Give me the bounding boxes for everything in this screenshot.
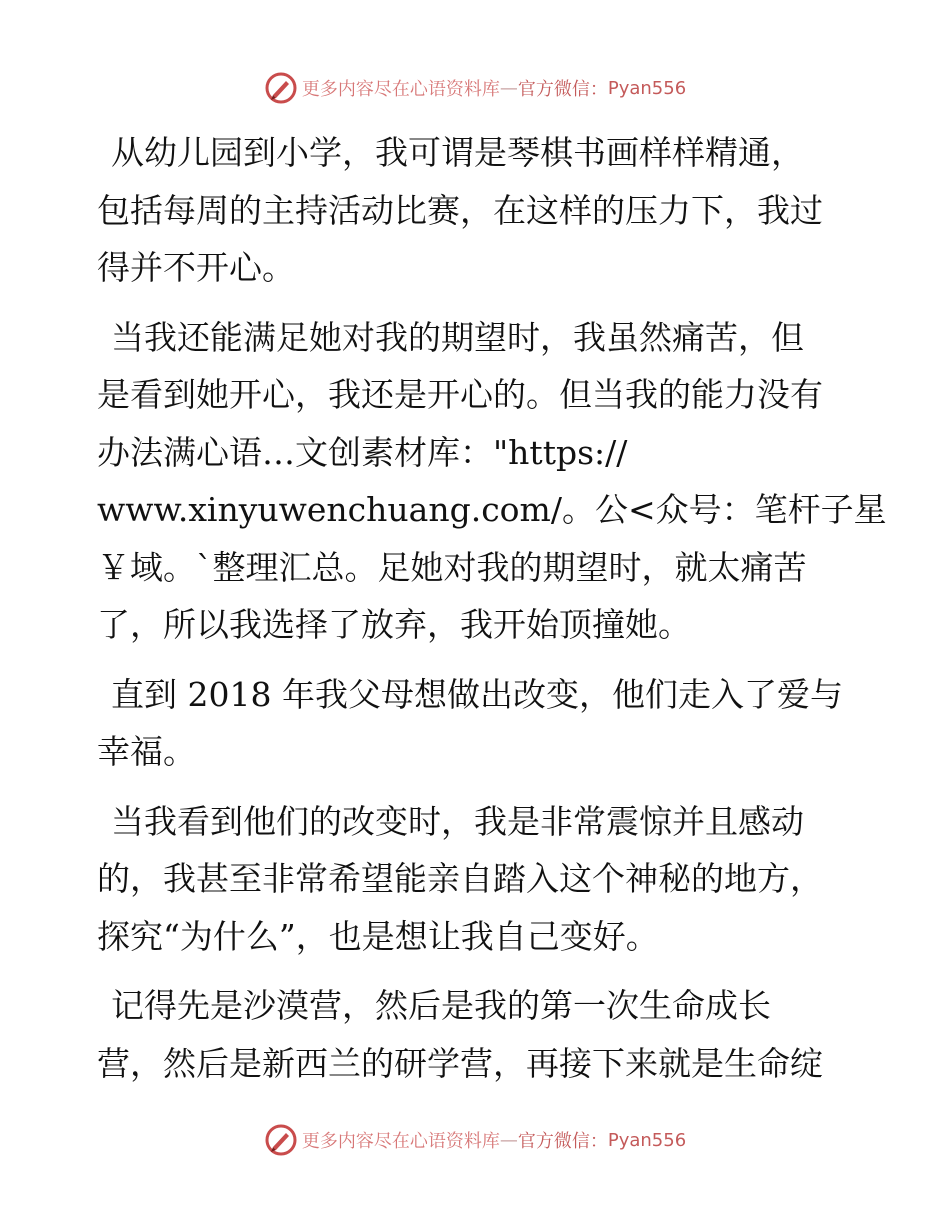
text-line: 营，然后是新西兰的研学营，再接下来就是生命绽 (97, 1043, 823, 1083)
watermark-text: 更多内容尽在心语资料库 (301, 79, 500, 100)
text-line: www.xinyuwenchuang.com/。公<众号：笔杆子星 (97, 490, 887, 529)
paragraph-1 (97, 124, 857, 297)
text-line: 从幼儿园到小学，我可谓是琴棋书画样样精通， (111, 133, 804, 172)
text-line: 记得先是沙漠营，然后是我的第一次生命成长 (111, 986, 771, 1025)
watermark-footer (0, 1120, 950, 1160)
text-line: 探究“为什么”，也是想让我自己变好。 (97, 916, 659, 956)
text-line: 了，所以我选择了放弃，我开始顶撞她。 (97, 605, 691, 644)
text-line: 得并不开心。 (97, 248, 295, 287)
watermark-wechat-id: Pyan556 (607, 77, 687, 99)
text-line: 办法满心语…文创素材库："https:// (97, 432, 628, 472)
text-line: 直到 2018 年我父母想做出改变，他们走入了爱与 (111, 674, 843, 714)
text-line: 当我看到他们的改变时，我是非常震惊并且感动 (111, 801, 804, 841)
watermark-text: 更多内容尽在心语资料库 (301, 1131, 500, 1152)
paragraph-3 (97, 666, 857, 781)
watermark-header (0, 68, 950, 108)
watermark-dash: — (499, 77, 518, 99)
pen-logo-icon (264, 71, 298, 105)
text-line: ￥域。`整理汇总。足她对我的期望时，就太痛苦 (97, 547, 807, 587)
watermark-wechat-label: 官方微信： (517, 1131, 608, 1152)
text-line: 包括每周的主持活动比赛，在这样的压力下，我过 (97, 190, 823, 230)
text-line: 幸福。 (97, 732, 196, 771)
text-line: 的，我甚至非常希望能亲自踏入这个神秘的地方， (97, 859, 823, 898)
paragraph-5 (97, 977, 857, 1092)
watermark-wechat-label: 官方微信： (517, 79, 608, 100)
text-line: 是看到她开心，我还是开心的。但当我的能力没有 (97, 375, 823, 414)
body-text (97, 124, 887, 1104)
paragraph-4 (97, 793, 857, 966)
watermark-wechat-id: Pyan556 (607, 1129, 687, 1151)
text-line: 当我还能满足她对我的期望时，我虽然痛苦，但 (111, 317, 804, 357)
paragraph-2 (97, 309, 887, 654)
watermark-dash: — (499, 1129, 518, 1151)
pen-logo-icon (264, 1123, 298, 1157)
